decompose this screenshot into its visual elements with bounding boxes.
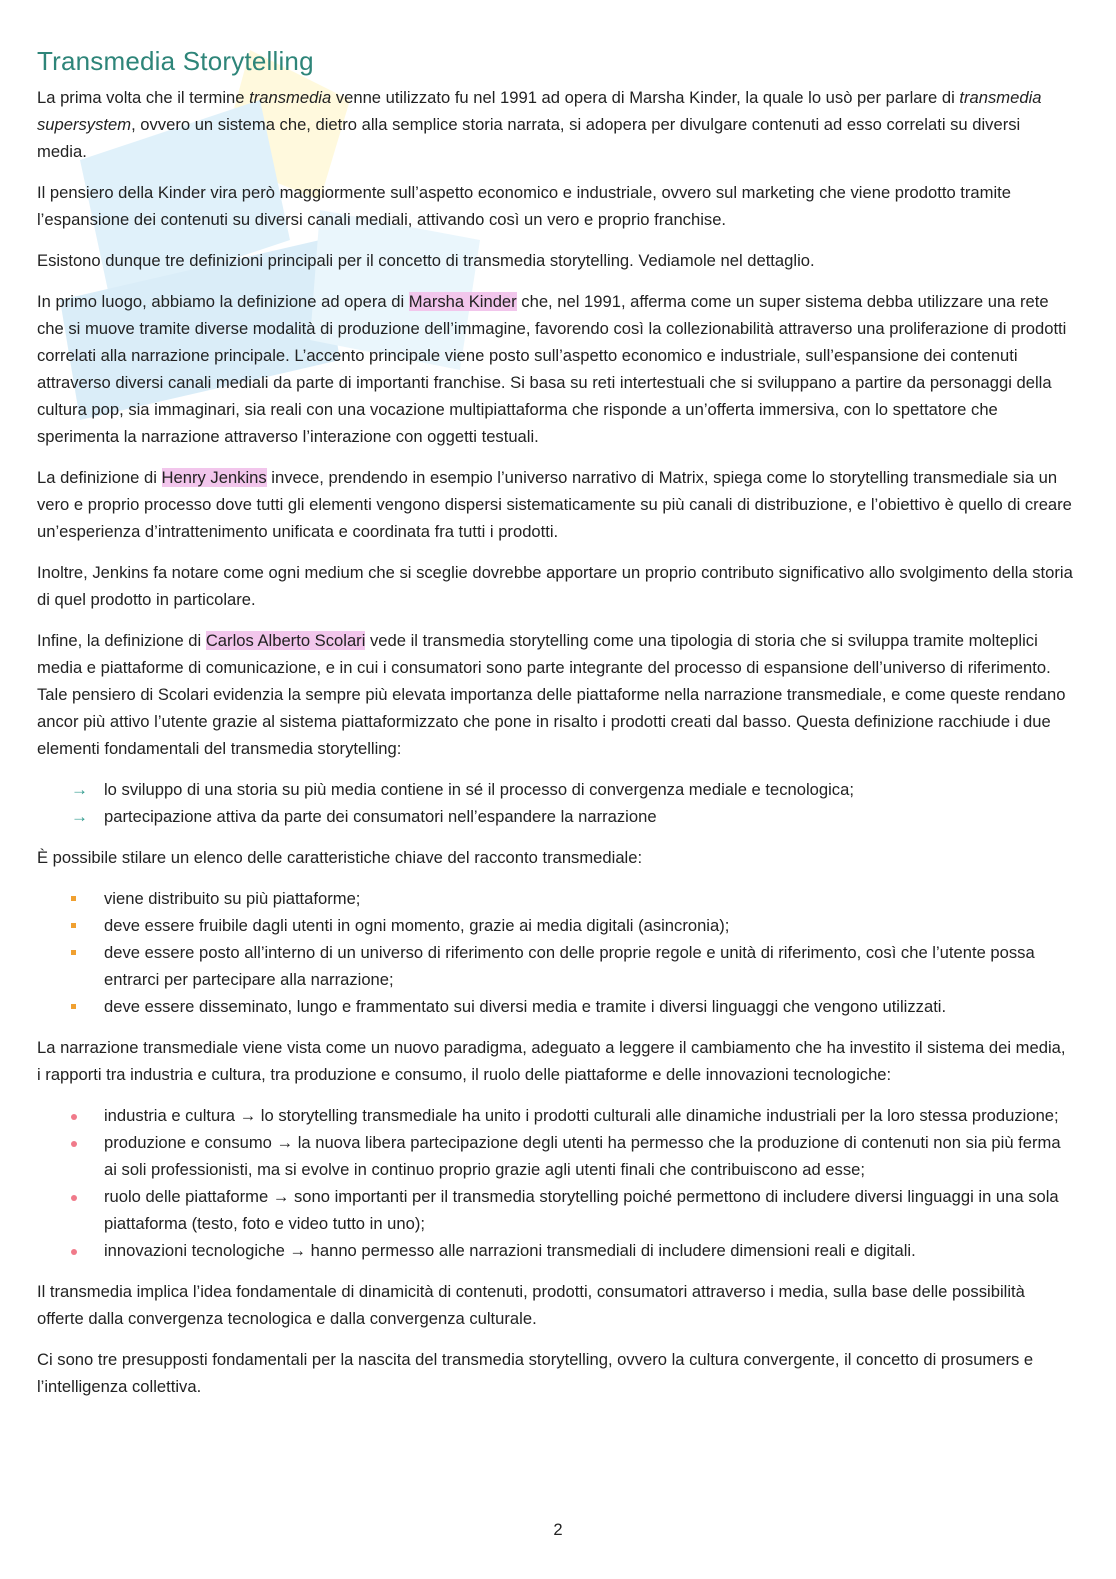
text-run: La prima volta che il termine [37, 88, 250, 107]
highlight-scolari: Carlos Alberto Scolari [205, 631, 366, 650]
paragraph-prerequisites: Ci sono tre presupposti fondamentali per la nascita del transmedia storytelling, ovvero la cultura convergente, il concetto di prosumers e l’intelligenza collettiva. [37, 1350, 1034, 1396]
list-item [37, 803, 1073, 830]
paragraph-characteristics-intro: È possibile stilare un elenco delle caratteristiche chiave del racconto transmediale: [37, 848, 643, 867]
paragraph-jenkins-definition [37, 464, 1073, 545]
list-item-text: produzione e consumo → la nuova libera partecipazione degli utenti ha permesso che la produzione di contenuti non sia più ferma ai soli professionisti, ma si evolve in continuo proprio grazie agli utenti finali che contribuiscono ad esse; [104, 1133, 1061, 1179]
text-run: La definizione di [37, 468, 162, 487]
paragraph-definitions-intro: Esistono dunque tre definizioni principali per il concetto di transmedia storytelling. Vediamole nel dettaglio. [37, 251, 815, 270]
list-item [37, 776, 1073, 803]
dot-bullet-icon [71, 1195, 77, 1201]
list-item-text: deve essere disseminato, lungo e frammentato sui diversi media e tramite i diversi linguaggi che vengono utilizzati. [104, 997, 947, 1016]
list-paradigm-aspects [37, 1102, 1073, 1264]
dot-bullet-icon [71, 1141, 77, 1147]
highlight-jenkins: Henry Jenkins [161, 468, 267, 487]
paragraph-paradigm: La narrazione transmediale viene vista come un nuovo paradigma, adeguato a leggere il cambiamento che ha investito il sistema dei media, i rapporti tra industria e cultura, tra produzione e consumo, il ruolo delle piattaforme e delle innovazioni tecnologiche: [37, 1038, 1066, 1084]
list-item-text: industria e cultura → lo storytelling transmediale ha unito i prodotti culturali alle dinamiche industriali per la loro stessa produzione; [104, 1106, 1059, 1125]
paragraph-kinder-definition [37, 288, 1073, 450]
list-characteristics [37, 885, 1073, 1020]
list-fundamental-elements [37, 776, 1073, 830]
paragraph-kinder-thought: Il pensiero della Kinder vira però maggiormente sull’aspetto economico e industriale, ovvero sul marketing che viene prodotto tramite l’espansione dei contenuti su diversi canali mediali, attivando così un vero e proprio franchise. [37, 183, 1012, 229]
text-run: invece, prendendo in esempio l’universo narrativo di Matrix, spiega come lo storytelling transmediale sia un vero e proprio processo dove tutti gli elementi vengono dispersi sistematicamente su più canali di distribuzione, e l’obiettivo è quello di creare un’esperienza d’intrattenimento unificata e coordinata fra tutti i prodotti. [37, 468, 1072, 541]
list-item-text: deve essere posto all’interno di un universo di riferimento con delle proprie regole e unità di riferimento, così che l’utente possa entrarci per partecipare alla narrazione; [104, 943, 1035, 989]
text-run: Infine, la definizione di [37, 631, 206, 650]
paragraph-dynamism: Il transmedia implica l’idea fondamentale di dinamicità di contenuti, prodotti, consumatori attraverso i media, sulla base delle possibilità offerte dalla convergenza tecnologica e dalla convergenza culturale. [37, 1282, 1025, 1328]
list-item [37, 1237, 1073, 1264]
square-bullet-icon [71, 950, 76, 955]
list-item [37, 993, 1073, 1020]
square-bullet-icon [71, 1004, 76, 1009]
page-number: 2 [553, 1520, 563, 1539]
list-item [37, 1129, 1073, 1183]
italic-term: transmedia [249, 88, 332, 107]
highlight-kinder: Marsha Kinder [408, 292, 517, 311]
page-title: Transmedia Storytelling [37, 46, 314, 76]
text-run: In primo luogo, abbiamo la definizione ad opera di [37, 292, 409, 311]
list-item [37, 1183, 1073, 1237]
list-item-text: partecipazione attiva da parte dei consumatori nell’espandere la narrazione [104, 807, 657, 826]
square-bullet-icon [71, 923, 76, 928]
paragraph-jenkins-medium: Inoltre, Jenkins fa notare come ogni medium che si sceglie dovrebbe apportare un proprio contributo significativo allo svolgimento della storia di quel prodotto in particolare. [37, 563, 1073, 609]
dot-bullet-icon [71, 1249, 77, 1255]
text-run: venne utilizzato fu nel 1991 ad opera di Marsha Kinder, la quale lo usò per parlare di [331, 88, 960, 107]
list-item [37, 912, 1073, 939]
arrow-right-icon: → [71, 807, 88, 826]
list-item-text: lo sviluppo di una storia su più media contiene in sé il processo di convergenza mediale e tecnologica; [104, 780, 854, 799]
list-item-text: ruolo delle piattaforme → sono importanti per il transmedia storytelling poiché permettono di includere diversi linguaggi in una sola piattaforma (testo, foto e video tutto in uno); [104, 1187, 1059, 1233]
arrow-right-icon: → [71, 780, 88, 799]
list-item [37, 1102, 1073, 1129]
list-item [37, 885, 1073, 912]
dot-bullet-icon [71, 1114, 77, 1120]
italic-term: transmedia supersystem [37, 88, 1042, 134]
paragraph-scolari-definition [37, 627, 1073, 762]
list-item-text: viene distribuito su più piattaforme; [104, 889, 361, 908]
list-item-text: innovazioni tecnologiche → hanno permesso alle narrazioni transmediali di includere dimensioni reali e digitali. [104, 1241, 916, 1260]
document-page [37, 44, 1073, 1414]
square-bullet-icon [71, 896, 76, 901]
list-item [37, 939, 1073, 993]
list-item-text: deve essere fruibile dagli utenti in ogni momento, grazie ai media digitali (asincronia); [104, 916, 730, 935]
paragraph-intro [37, 84, 1073, 165]
text-run: vede il transmedia storytelling come una tipologia di storia che si sviluppa tramite molteplici media e piattaforme di comunicazione, e in cui i consumatori sono parte integrante del processo di espansione dell’universo di riferimento. Tale pensiero di Scolari evidenzia la sempre più elevata importanza delle piattaforme nella narrazione transmediale, e come queste rendano ancor più attivo l’utente grazie al sistema piattaformizzato che pone in risalto i prodotti creati dal basso. Questa definizione racchiude i due elementi fondamentali del transmedia storytelling: [37, 631, 1066, 758]
text-run: che, nel 1991, afferma come un super sistema debba utilizzare una rete che si muove tramite diverse modalità di produzione dell’immagine, favorendo così la collezionabilità attraverso una proliferazione di prodotti correlati alla narrazione principale. L’accento principale viene posto sull’aspetto economico e industriale, sull’espansione dei contenuti attraverso diversi canali mediali da parte di importanti franchise. Si basa su reti intertestuali che si sviluppano a partire da personaggi della cultura pop, sia immaginari, sia reali con una vocazione multipiattaforma che risponde a un’offerta immersiva, con lo spettatore che sperimenta la narrazione attraverso l’interazione con oggetti testuali. [37, 292, 1067, 446]
text-run: , ovvero un sistema che, dietro alla semplice storia narrata, si adopera per divulgare contenuti ad esso correlati su diversi media. [37, 115, 1021, 161]
